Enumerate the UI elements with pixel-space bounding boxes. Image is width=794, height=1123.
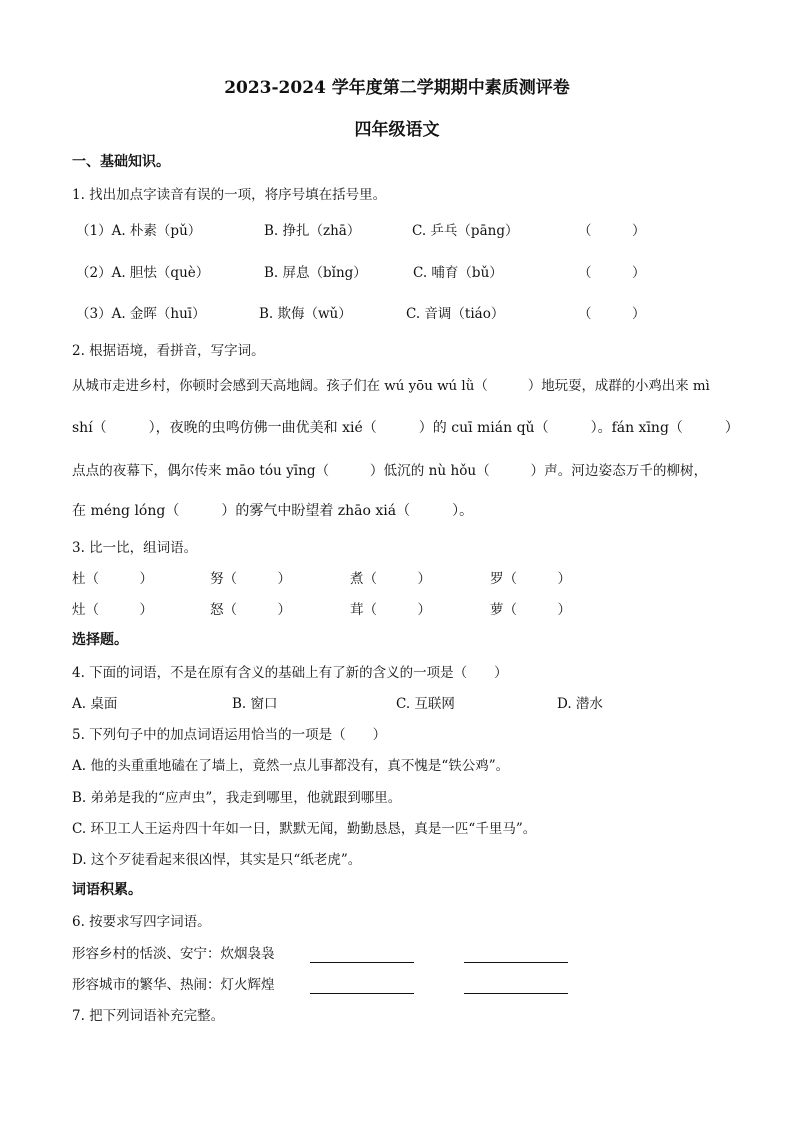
word-pair-item[interactable]: 罗（ ） <box>490 571 571 587</box>
passage-line: 在 méng lóng（ ）的雾气中盼望着 zhāo xiá（ ）。 <box>72 503 474 519</box>
word-pair-item[interactable]: 煮（ ） <box>350 571 431 587</box>
section-heading-vocab: 词语积累。 <box>72 882 142 898</box>
passage-line: shí（ ），夜晚的虫鸣仿佛一曲优美和 xié（ ）的 cuī mián qǔ（ ）。fán xīng（ ） <box>72 420 739 436</box>
choice-option[interactable]: A. 桌面 <box>72 696 118 712</box>
exam-subtitle: 四年级语文 <box>354 120 440 140</box>
choice-option[interactable]: B. 窗口 <box>232 696 278 712</box>
choice-option[interactable]: A. 他的头重重地磕在了墙上，竟然一点儿事都没有，真不愧是“铁公鸡”。 <box>72 758 510 774</box>
option-c: C. 音调（tiáo） <box>406 306 505 322</box>
section-heading-basic: 一、基础知识。 <box>72 154 170 170</box>
exam-title: 2023-2024 学年度第二学期期中素质测评卷 <box>224 78 570 98</box>
option-c: C. 哺育（bǔ） <box>413 265 503 281</box>
question-4-stem: 4. 下面的词语，不是在原有含义的基础上有了新的含义的一项是（ ） <box>72 665 508 681</box>
section-heading-choice: 选择题。 <box>72 632 128 648</box>
answer-blank[interactable] <box>310 944 414 963</box>
choice-option[interactable]: D. 这个歹徒看起来很凶悍，其实是只“纸老虎”。 <box>72 852 362 868</box>
passage-line: 从城市走进乡村，你顿时会感到天高地阔。孩子们在 wú yōu wú lǜ（ ）地玩耍，成群的小鸡出来 mì <box>72 379 710 394</box>
question-5-stem: 5. 下列句子中的加点词语运用恰当的一项是（ ） <box>72 727 387 743</box>
choice-option[interactable]: B. 弟弟是我的“应声虫”，我走到哪里，他就跟到哪里。 <box>72 790 402 806</box>
answer-blank[interactable] <box>464 944 568 963</box>
passage-line: 点点的夜幕下，偶尔传来 māo tóu yīng（ ）低沉的 nù hǒu（ ）声。河边姿态万千的柳树， <box>72 463 708 479</box>
word-pair-item[interactable]: 萝（ ） <box>490 602 571 618</box>
option-b: B. 挣扎（zhā） <box>264 223 361 239</box>
answer-blank[interactable] <box>310 975 414 994</box>
question-6-stem: 6. 按要求写四字词语。 <box>72 914 211 930</box>
vocab-line: 形容城市的繁华、热闹：灯火辉煌 <box>72 977 275 993</box>
option-a: （1）A. 朴素（pǔ） <box>76 223 202 239</box>
option-b: B. 屏息（bǐng） <box>264 265 367 281</box>
answer-paren[interactable]: （ ） <box>578 223 646 239</box>
word-pair-item[interactable]: 杜（ ） <box>72 571 153 587</box>
word-pair-item[interactable]: 努（ ） <box>210 571 291 587</box>
word-pair-item[interactable]: 怒（ ） <box>210 602 291 618</box>
answer-paren[interactable]: （ ） <box>578 265 646 281</box>
vocab-line: 形容乡村的恬淡、安宁：炊烟袅袅 <box>72 946 275 962</box>
option-a: （3）A. 金晖（huī） <box>76 306 206 322</box>
word-pair-item[interactable]: 茸（ ） <box>350 602 431 618</box>
question-3-stem: 3. 比一比，组词语。 <box>72 540 198 556</box>
word-pair-item[interactable]: 灶（ ） <box>72 602 153 618</box>
choice-option[interactable]: D. 潜水 <box>557 696 603 712</box>
option-c: C. 乒乓（pāng） <box>412 223 519 239</box>
choice-option[interactable]: C. 环卫工人王运舟四十年如一日，默默无闻，勤勤恳恳，真是一匹“千里马”。 <box>72 821 537 837</box>
question-1-stem: 1. 找出加点字读音有误的一项，将序号填在括号里。 <box>72 187 387 203</box>
option-a: （2）A. 胆怯（què） <box>76 265 210 281</box>
choice-option[interactable]: C. 互联网 <box>396 696 455 712</box>
question-7-stem: 7. 把下列词语补充完整。 <box>72 1008 225 1024</box>
question-2-stem: 2. 根据语境，看拼音，写字词。 <box>72 343 265 359</box>
answer-blank[interactable] <box>464 975 568 994</box>
answer-paren[interactable]: （ ） <box>578 306 646 322</box>
option-b: B. 欺侮（wǔ） <box>259 306 352 322</box>
